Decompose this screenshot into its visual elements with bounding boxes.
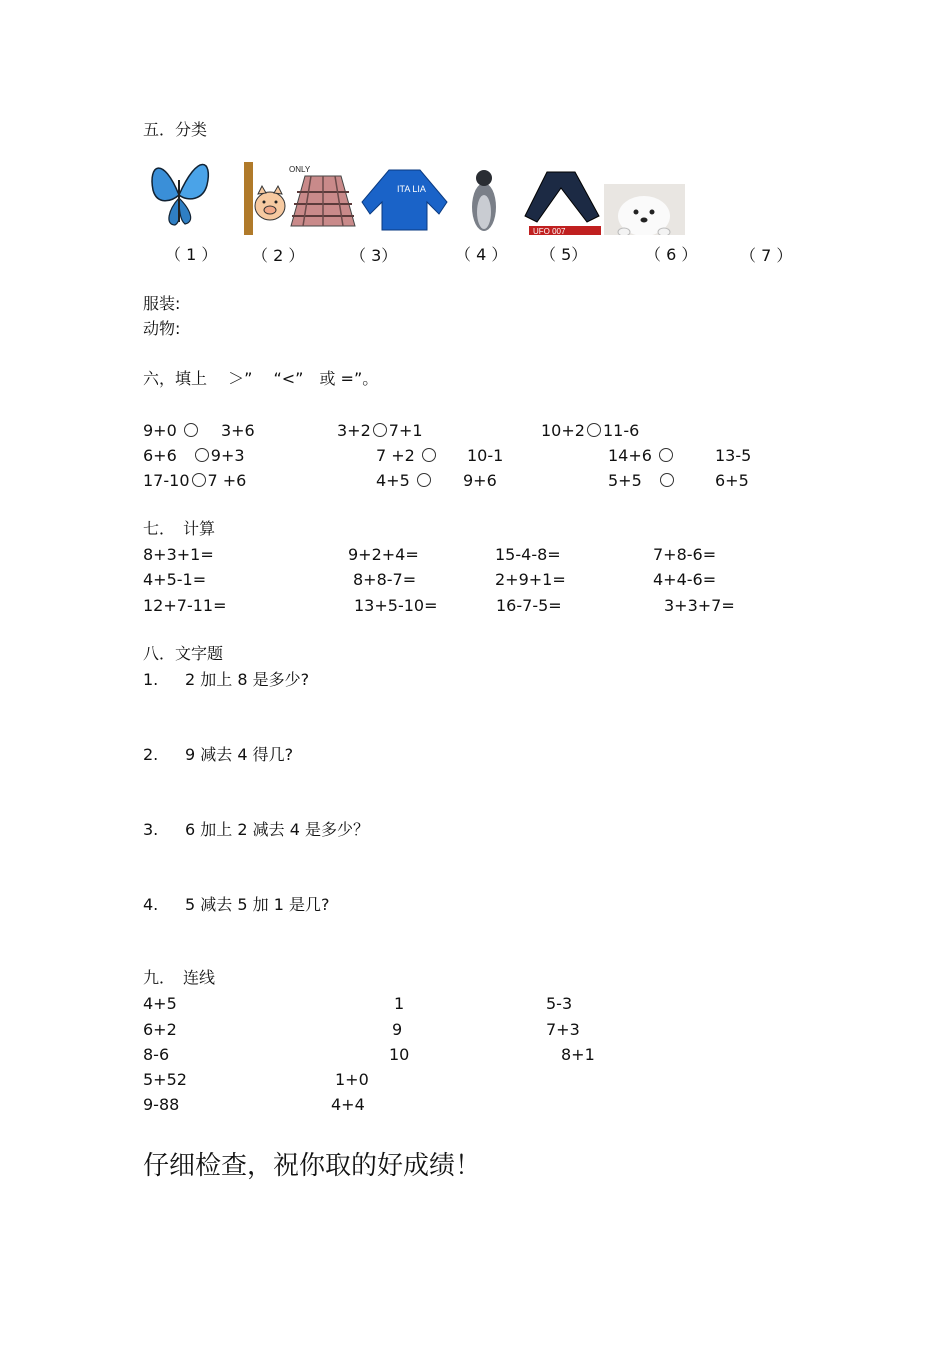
compare-row2-c2: 13-5	[715, 446, 752, 465]
match-middle[interactable]: 1	[394, 994, 405, 1013]
expr: 17-10	[143, 471, 190, 490]
word-problem-num: 1.	[143, 670, 159, 689]
compare-row1-a	[143, 421, 255, 441]
match-middle[interactable]: 4+4	[331, 1095, 365, 1114]
match-right[interactable]: 8+1	[561, 1045, 595, 1064]
compare-row3-c	[608, 471, 676, 491]
compare-row1-b	[337, 421, 423, 441]
compare-circle[interactable]	[192, 473, 206, 487]
compare-row3-a	[143, 471, 246, 491]
expr: 6+6	[143, 446, 177, 465]
compare-circle[interactable]	[660, 473, 674, 487]
word-problem-num: 4.	[143, 895, 159, 914]
compare-row1-c	[541, 421, 639, 441]
calc-expr: 8+8-7=	[353, 570, 417, 589]
compare-circle[interactable]	[587, 423, 601, 437]
compare-row3-b	[376, 471, 433, 491]
calc-expr: 7+8-6=	[653, 545, 717, 564]
compare-circle[interactable]	[195, 448, 209, 462]
label-6: （ 6 ）	[645, 245, 698, 264]
expr: 3+6	[220, 421, 255, 440]
clothing-label: 服装:	[143, 294, 181, 313]
section7-heading: 七． 计算	[143, 519, 216, 538]
label-1: （ 1 ）	[165, 245, 218, 264]
match-left[interactable]: 6+2	[143, 1020, 177, 1039]
skirt-image	[287, 162, 359, 235]
label-3: （ 3）	[350, 246, 398, 265]
expr: 14+6	[608, 446, 652, 465]
label-5: （ 5）	[540, 245, 588, 264]
match-right[interactable]: 5-3	[546, 994, 573, 1013]
expr: 3+2	[337, 421, 371, 440]
footer-message: 仔细检查，祝你取的好成绩！	[143, 1151, 482, 1181]
compare-row3-b2: 9+6	[463, 471, 497, 490]
calc-expr: 3+3+7=	[664, 596, 735, 615]
compare-row2-c	[608, 446, 675, 466]
compare-row2-a	[143, 446, 245, 466]
match-left[interactable]: 8-6	[143, 1045, 170, 1064]
compare-row2-b2: 10-1	[467, 446, 504, 465]
word-problem-num: 3.	[143, 820, 159, 839]
calc-expr: 16-7-5=	[496, 596, 562, 615]
match-middle[interactable]: 1+0	[335, 1070, 369, 1089]
word-problem-text: 9 减去 4 得几?	[185, 745, 294, 764]
pig-image	[244, 162, 287, 235]
animals-label: 动物:	[143, 319, 181, 338]
compare-circle[interactable]	[417, 473, 431, 487]
label-2: （ 2 ）	[252, 246, 305, 265]
calc-expr: 9+2+4=	[348, 545, 419, 564]
word-problem-text: 2 加上 8 是多少?	[185, 670, 310, 689]
match-right[interactable]: 7+3	[546, 1020, 580, 1039]
expr: 7 +2	[376, 446, 415, 465]
word-problem-num: 2.	[143, 745, 159, 764]
penguin-image	[450, 162, 517, 235]
jacket-image	[359, 162, 450, 235]
expr: 7+1	[388, 421, 423, 440]
calc-expr: 12+7-11=	[143, 596, 227, 615]
calc-expr: 8+3+1=	[143, 545, 214, 564]
expr: 4+5	[376, 471, 410, 490]
section6-heading: 六，填上 ＞” “<” 或 =”。	[143, 369, 379, 388]
section9-heading: 九． 连线	[143, 968, 216, 987]
compare-circle[interactable]	[422, 448, 436, 462]
compare-row3-c2: 6+5	[715, 471, 749, 490]
skirt-brand-text: ONLY	[289, 165, 311, 174]
compare-row2-b	[376, 446, 438, 466]
section5-heading: 五．分类	[143, 120, 208, 139]
word-problem-text: 5 减去 5 加 1 是几?	[185, 895, 330, 914]
pants-image	[517, 158, 604, 235]
calc-expr: 4+4-6=	[653, 570, 717, 589]
match-middle[interactable]: 10	[389, 1045, 410, 1064]
compare-circle[interactable]	[373, 423, 387, 437]
expr: 11-6	[602, 421, 640, 440]
match-middle[interactable]: 9	[392, 1020, 403, 1039]
calc-expr: 13+5-10=	[354, 596, 438, 615]
match-left[interactable]: 4+5	[143, 994, 177, 1013]
compare-circle[interactable]	[659, 448, 673, 462]
match-left[interactable]: 5+52	[143, 1070, 187, 1089]
calc-expr: 15-4-8=	[495, 545, 561, 564]
jacket-text: ITA LIA	[397, 184, 426, 194]
label-4: （ 4 ）	[455, 245, 508, 264]
expr: 5+5	[608, 471, 642, 490]
expr: 7 +6	[207, 471, 247, 490]
compare-circle[interactable]	[184, 423, 198, 437]
section8-heading: 八．文字题	[143, 644, 224, 663]
match-left[interactable]: 9-88	[143, 1095, 180, 1114]
butterfly-image	[143, 150, 215, 235]
calc-expr: 4+5-1=	[143, 570, 207, 589]
expr: 10+2	[541, 421, 585, 440]
expr: 9+3	[210, 446, 245, 465]
label-7: （ 7 ）	[740, 246, 793, 265]
puppy-image	[604, 184, 685, 235]
word-problem-text: 6 加上 2 减去 4 是多少？	[185, 820, 369, 839]
pants-text: UFO 007	[533, 227, 566, 235]
expr: 9+0	[143, 421, 177, 440]
calc-expr: 2+9+1=	[495, 570, 566, 589]
